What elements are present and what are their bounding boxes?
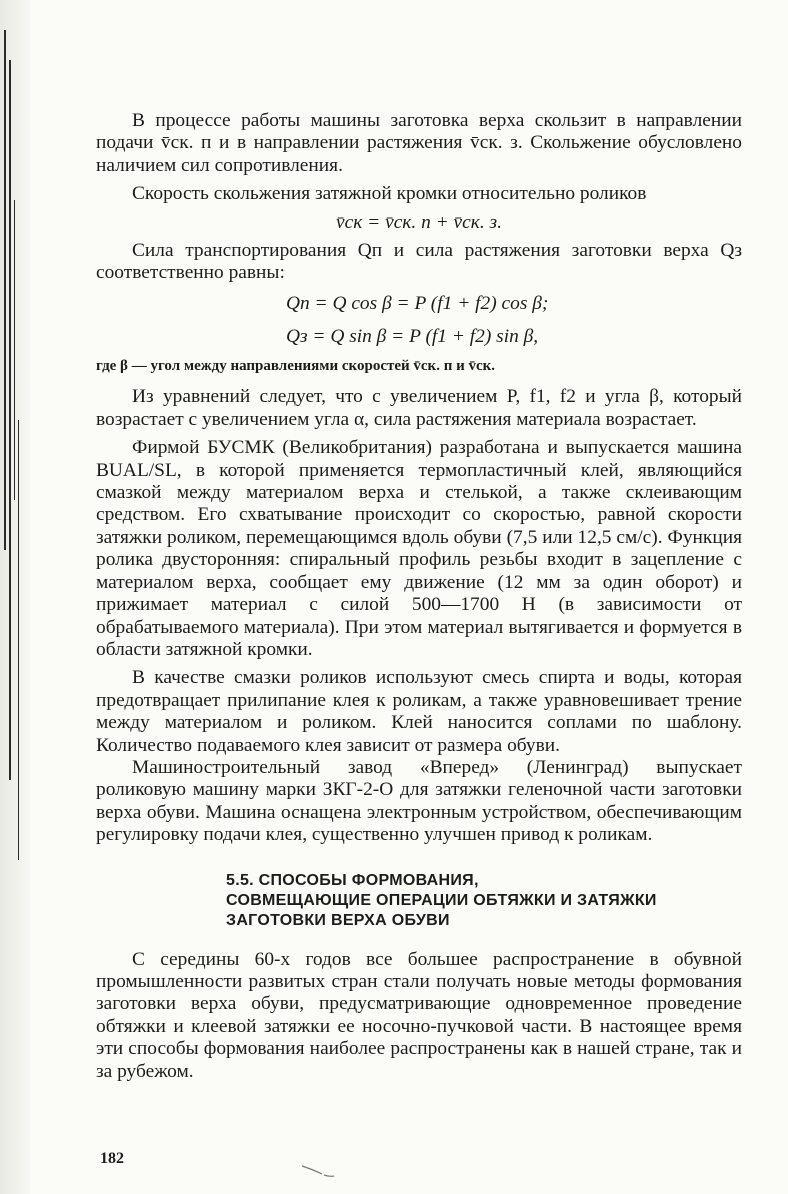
section-heading-line-2: СОВМЕЩАЮЩИЕ ОПЕРАЦИИ ОБТЯЖКИ И ЗАТЯЖКИ: [226, 891, 657, 909]
equation-force-transport: Qп = Q cos β = P (f1 + f2) cos β;: [286, 293, 549, 315]
pencil-mark-icon: [300, 1162, 360, 1182]
section-heading: [226, 871, 742, 931]
section-heading-line-3: ЗАГОТОВКИ ВЕРХА ОБУВИ: [226, 911, 450, 929]
paragraph-8: С середины 60-х годов все большее распространение в обувной промышленности развитых стран стали получать новые методы формования заготовки верха обуви, предусматривающие одновременное проведение обтяжки и клеевой затяжки ее носочно-пучковой части. В настоящее время эти способы формования наиболее распространены как в нашей стране, так и за рубежом.: [96, 948, 742, 1082]
equation-note: где β — угол между направлениями скоростей v̄ск. п и v̄ск.: [96, 358, 496, 375]
paragraph-5: Фирмой БУСМК (Великобритания) разработана и выпускается машина BUAL/SL, в которой применяется термопластичный клей, являющийся смазкой между материалом верха и стелькой, а также склеивающим средством. Его схватывание происходит со скоростью, равной скорости затяжки роликом, перемещающимся вдоль обуви (7,5 или 12,5 см/с). Функция ролика двусторонняя: спиральный профиль резьбы входит в зацепление с материалом верха, сообщает ему движение (12 мм за один оборот) и прижимает материал с силой 500—1700 Н (в зависимости от обрабатываемого материала). При этом материал вытягивается и формуется в области затяжной кромки.: [96, 437, 742, 660]
page-number: 182: [100, 1150, 124, 1167]
document-page: [96, 110, 742, 1083]
paragraph-3: Сила транспортирования Qп и сила растяжения заготовки верха Qз соответственно равны:: [96, 239, 742, 284]
paragraph-2: Скорость скольжения затяжной кромки относительно роликов: [132, 183, 647, 205]
paragraph-6: В качестве смазки роликов используют смесь спирта и воды, которая предотвращает прилипание клея к роликам, а также уравновешивает трение между материалом и роликом. Клей наносится соплами по шаблону. Количество подаваемого клея зависит от размера обуви.: [96, 667, 742, 756]
paragraph-7: Машиностроительный завод «Вперед» (Ленинград) выпускает роликовую машину марки ЗКГ-2-О для затяжки геленочной части заготовки верха обуви. Машина оснащена электронным устройством, обеспечивающим регулировку подачи клея, существенно улучшен привод к роликам.: [96, 756, 742, 846]
page-binding-edge: [0, 0, 30, 1194]
paragraph-4: Из уравнений следует, что с увеличением P, f1, f2 и угла β, который возрастает с увеличением угла α, сила растяжения материала возрастает.: [96, 386, 742, 430]
equation-force-tension: Qз = Q sin β = P (f1 + f2) sin β,: [286, 326, 539, 348]
section-heading-line-1: 5.5. СПОСОБЫ ФОРМОВАНИЯ,: [226, 871, 479, 889]
equation-velocity: v̄ск = v̄ск. п + v̄ск. з.: [336, 211, 502, 233]
paragraph-1: В процессе работы машины заготовка верха скользит в направлении подачи v̄ск. п и в направлении растяжения v̄ск. з. Скольжение обусловлено наличием сил сопротивления.: [96, 110, 742, 176]
